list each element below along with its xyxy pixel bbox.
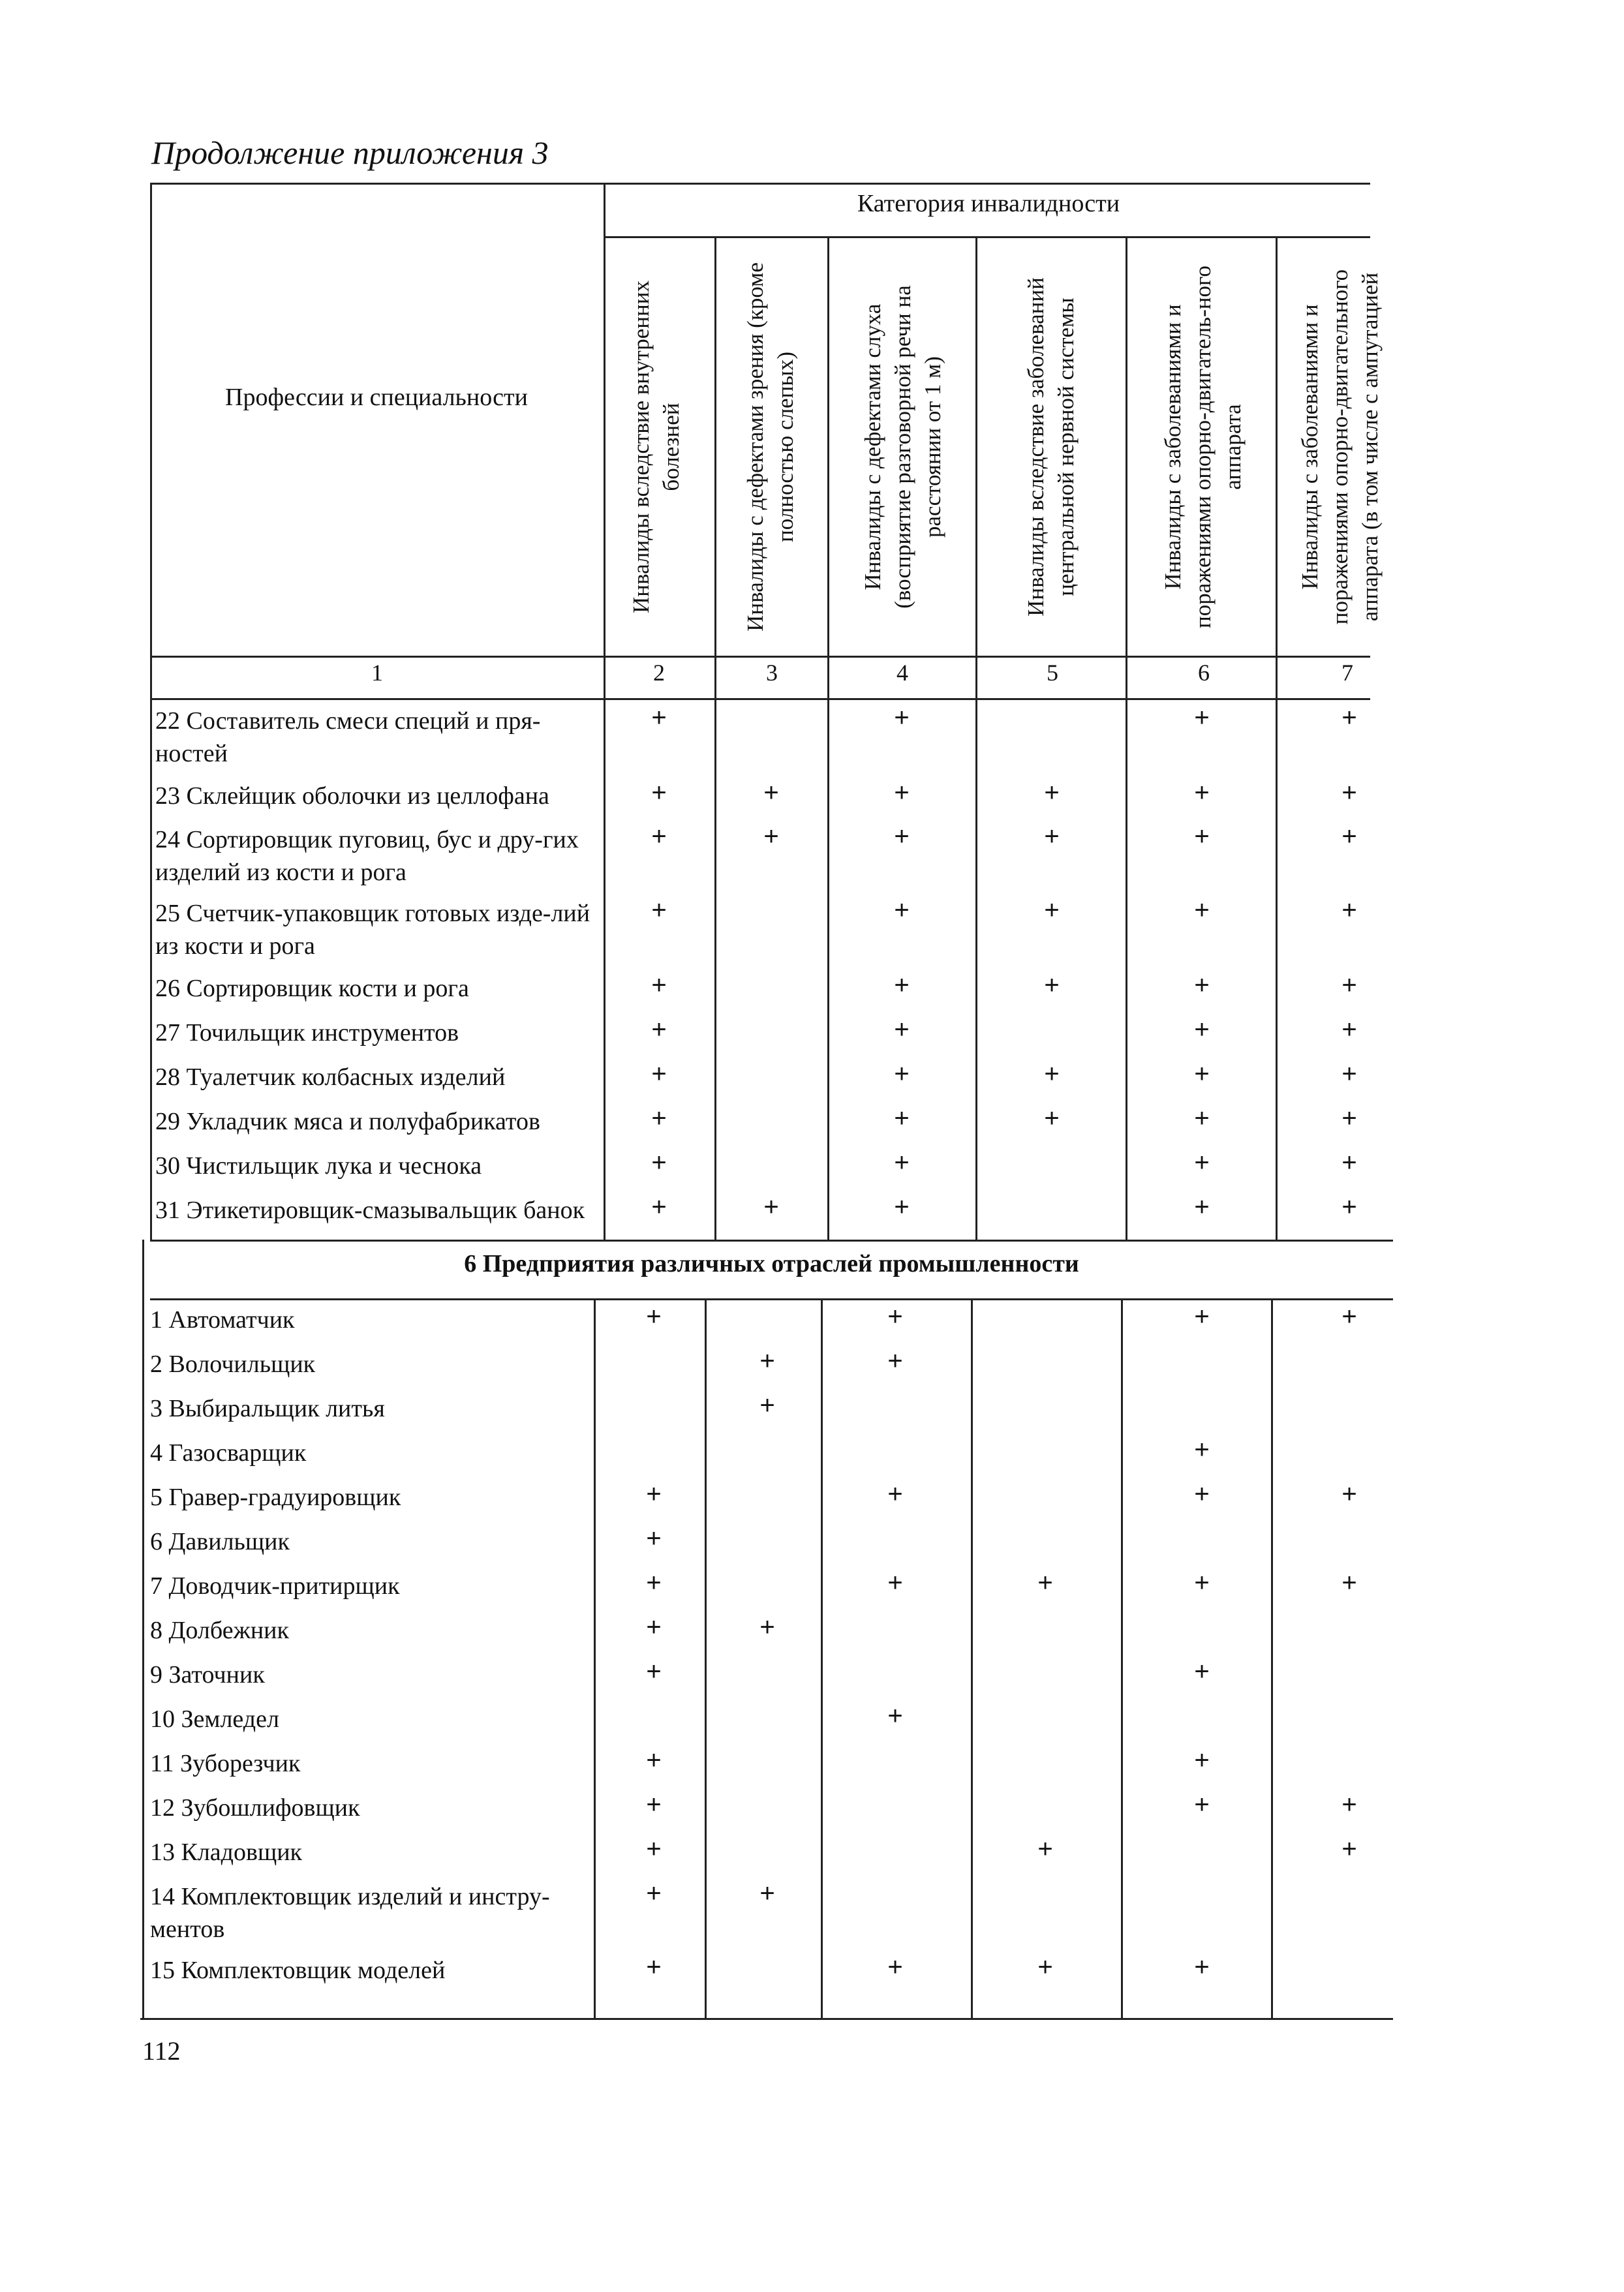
col-divider xyxy=(1126,236,1127,1240)
suitability-mark: + xyxy=(1037,1568,1053,1597)
suitability-mark: + xyxy=(759,1347,775,1375)
row-profession-name: 25 Счетчик-упаковщик готовых изде-лий из кости и рога xyxy=(155,900,590,960)
row-profession-name: 22 Составитель смеси специй и пря-ностей xyxy=(155,707,541,767)
suitability-mark: + xyxy=(887,1480,903,1508)
row-profession-name: 7 Доводчик-притирщик xyxy=(150,1572,400,1600)
suitability-mark: + xyxy=(651,703,667,732)
row-profession-name: 13 Кладовщик xyxy=(150,1839,303,1866)
suitability-mark: + xyxy=(646,1568,662,1597)
suitability-mark: + xyxy=(894,1015,910,1044)
row-profession-name: 15 Комплектовщик моделей xyxy=(150,1957,446,1984)
table-left-border xyxy=(150,183,152,1240)
suitability-mark: + xyxy=(1341,1480,1357,1508)
suitability-mark: + xyxy=(1194,1790,1210,1819)
suitability-mark: + xyxy=(1341,1104,1357,1133)
suitability-mark: + xyxy=(887,1302,903,1331)
suitability-mark: + xyxy=(646,1835,662,1863)
suitability-mark: + xyxy=(1341,1568,1357,1597)
suitability-mark: + xyxy=(1044,1104,1060,1133)
row-profession-name: 26 Сортировщик кости и рога xyxy=(155,975,469,1002)
row-profession-name: 24 Сортировщик пуговиц, бус и дру-гих изделий из кости и рога xyxy=(155,826,579,886)
col-number: 4 xyxy=(896,660,908,686)
header-bottom-border xyxy=(150,656,1370,658)
suitability-mark: + xyxy=(887,1568,903,1597)
suitability-mark: + xyxy=(1194,1302,1210,1331)
col-header-amputation: Инвалиды с заболеваниями и поражениями опорно-двигательного аппарата (в том числе с ампутацией xyxy=(1297,269,1383,625)
suitability-mark: + xyxy=(646,1879,662,1908)
suitability-mark: + xyxy=(887,1347,903,1375)
suitability-mark: + xyxy=(1194,1193,1210,1221)
suitability-mark: + xyxy=(1037,1835,1053,1863)
suitability-mark: + xyxy=(1341,1302,1357,1331)
suitability-mark: + xyxy=(1194,703,1210,732)
col-number: 3 xyxy=(766,660,778,686)
suitability-mark: + xyxy=(894,1060,910,1088)
suitability-mark: + xyxy=(1044,1060,1060,1088)
row-profession-name: 23 Склейщик оболочки из целлофана xyxy=(155,782,549,810)
suitability-mark: + xyxy=(646,1790,662,1819)
suitability-mark: + xyxy=(1194,822,1210,851)
col-divider xyxy=(821,1298,823,2019)
suitability-mark: + xyxy=(759,1879,775,1908)
col-divider xyxy=(705,1298,707,2019)
suitability-mark: + xyxy=(1341,1015,1357,1044)
suitability-mark: + xyxy=(646,1657,662,1686)
col-divider xyxy=(604,183,605,1240)
col-divider xyxy=(1276,236,1278,1240)
suitability-mark: + xyxy=(894,1193,910,1221)
suitability-mark: + xyxy=(894,1148,910,1177)
col-header-internal-diseases: Инвалиды вследствие внутренних болезней xyxy=(628,281,684,613)
suitability-mark: + xyxy=(646,1613,662,1642)
suitability-mark: + xyxy=(1194,1568,1210,1597)
suitability-mark: + xyxy=(1194,1480,1210,1508)
col-divider xyxy=(594,1298,596,2019)
suitability-mark: + xyxy=(887,1953,903,1981)
section-bottom-border xyxy=(150,1298,1393,1300)
page-number: 112 xyxy=(142,2036,181,2066)
suitability-mark: + xyxy=(651,971,667,1000)
row-profession-name: 29 Укладчик мяса и полуфабрикатов xyxy=(155,1108,540,1135)
row-profession-name: 14 Комплектовщик изделий и инстру-ментов xyxy=(150,1883,550,1943)
suitability-mark: + xyxy=(1194,1060,1210,1088)
col-divider xyxy=(827,236,829,1240)
suitability-mark: + xyxy=(646,1746,662,1775)
suitability-mark: + xyxy=(1341,1148,1357,1177)
col-number: 2 xyxy=(653,660,665,686)
suitability-mark: + xyxy=(1194,1435,1210,1464)
col-number: 7 xyxy=(1341,660,1353,686)
row-profession-name: 9 Заточник xyxy=(150,1661,265,1688)
suitability-mark: + xyxy=(651,1104,667,1133)
col-divider xyxy=(975,236,977,1240)
suitability-mark: + xyxy=(651,822,667,851)
suitability-mark: + xyxy=(1194,1746,1210,1775)
suitability-mark: + xyxy=(763,778,779,807)
col-number: 6 xyxy=(1198,660,1210,686)
suitability-mark: + xyxy=(1194,1657,1210,1686)
suitability-mark: + xyxy=(651,1060,667,1088)
continuation-title: Продолжение приложения 3 xyxy=(151,134,549,171)
row-profession-name: 5 Гравер-градуировщик xyxy=(150,1484,401,1511)
suitability-mark: + xyxy=(1037,1953,1053,1981)
row-profession-name: 4 Газосварщик xyxy=(150,1439,307,1467)
suitability-mark: + xyxy=(1341,778,1357,807)
suitability-mark: + xyxy=(1194,1148,1210,1177)
row-profession-name: 30 Чистильщик лука и чеснока xyxy=(155,1152,482,1180)
suitability-mark: + xyxy=(1194,1953,1210,1981)
suitability-mark: + xyxy=(759,1391,775,1420)
suitability-mark: + xyxy=(646,1480,662,1508)
section-title: 6 Предприятия различных отраслей промышленности xyxy=(464,1250,1079,1277)
suitability-mark: + xyxy=(1044,971,1060,1000)
suitability-mark: + xyxy=(1194,778,1210,807)
suitability-mark: + xyxy=(1341,822,1357,851)
suitability-mark: + xyxy=(1044,896,1060,924)
suitability-mark: + xyxy=(646,1953,662,1981)
suitability-mark: + xyxy=(894,822,910,851)
suitability-mark: + xyxy=(1341,1060,1357,1088)
col-header-hearing: Инвалиды с дефектами слуха (восприятие разговорной речи на расстоянии от 1 м) xyxy=(860,285,945,609)
suitability-mark: + xyxy=(887,1702,903,1730)
col-header-musculoskeletal: Инвалиды с заболеваниями и поражениями опорно-двигатель-ного аппарата xyxy=(1160,266,1246,629)
profession-header: Профессии и специальности xyxy=(225,384,528,411)
col-number: 5 xyxy=(1047,660,1058,686)
suitability-mark: + xyxy=(763,822,779,851)
suitability-mark: + xyxy=(1341,703,1357,732)
suitability-mark: + xyxy=(1044,822,1060,851)
row-profession-name: 6 Давильщик xyxy=(150,1528,290,1555)
suitability-mark: + xyxy=(1341,1790,1357,1819)
suitability-mark: + xyxy=(1341,971,1357,1000)
row-profession-name: 1 Автоматчик xyxy=(150,1306,295,1334)
col-divider xyxy=(971,1298,973,2019)
table-left-border xyxy=(142,1240,144,2019)
suitability-mark: + xyxy=(1341,1835,1357,1863)
suitability-mark: + xyxy=(763,1193,779,1221)
col-number: 1 xyxy=(371,660,383,686)
col-divider xyxy=(1121,1298,1123,2019)
category-header: Категория инвалидности xyxy=(857,190,1120,217)
col-header-vision: Инвалиды с дефектами зрения (кроме полностью слепых) xyxy=(743,262,798,632)
table-bottom-border xyxy=(140,2018,1393,2020)
row-profession-name: 28 Туалетчик колбасных изделий xyxy=(155,1063,506,1091)
suitability-mark: + xyxy=(1194,896,1210,924)
suitability-mark: + xyxy=(651,896,667,924)
row-profession-name: 8 Долбежник xyxy=(150,1617,289,1644)
suitability-mark: + xyxy=(894,971,910,1000)
suitability-mark: + xyxy=(1044,778,1060,807)
section-top-border xyxy=(150,1240,1393,1242)
row-profession-name: 11 Зуборезчик xyxy=(150,1750,301,1777)
row-profession-name: 12 Зубошлифовщик xyxy=(150,1794,360,1822)
row-profession-name: 10 Земледел xyxy=(150,1705,279,1733)
suitability-mark: + xyxy=(1194,1015,1210,1044)
col-divider xyxy=(1271,1298,1273,2019)
suitability-mark: + xyxy=(651,1015,667,1044)
suitability-mark: + xyxy=(1341,1193,1357,1221)
col-header-nervous-system: Инвалиды вследствие заболеваний центральной нервной системы xyxy=(1023,277,1079,617)
category-underline xyxy=(605,236,1370,238)
row-profession-name: 3 Выбиральщик литья xyxy=(150,1395,385,1422)
suitability-mark: + xyxy=(894,1104,910,1133)
suitability-mark: + xyxy=(646,1524,662,1553)
suitability-mark: + xyxy=(894,703,910,732)
table-top-border xyxy=(150,183,1370,185)
suitability-mark: + xyxy=(1341,896,1357,924)
suitability-mark: + xyxy=(894,896,910,924)
suitability-mark: + xyxy=(759,1613,775,1642)
numbers-bottom-border xyxy=(150,698,1370,700)
suitability-mark: + xyxy=(894,778,910,807)
suitability-mark: + xyxy=(1194,1104,1210,1133)
suitability-mark: + xyxy=(651,778,667,807)
suitability-mark: + xyxy=(651,1148,667,1177)
row-profession-name: 2 Волочильщик xyxy=(150,1351,316,1378)
row-profession-name: 27 Точильщик инструментов xyxy=(155,1019,459,1047)
suitability-mark: + xyxy=(651,1193,667,1221)
row-profession-name: 31 Этикетировщик-смазывальщик банок xyxy=(155,1197,585,1224)
suitability-mark: + xyxy=(1194,971,1210,1000)
suitability-mark: + xyxy=(646,1302,662,1331)
col-divider xyxy=(714,236,716,1240)
